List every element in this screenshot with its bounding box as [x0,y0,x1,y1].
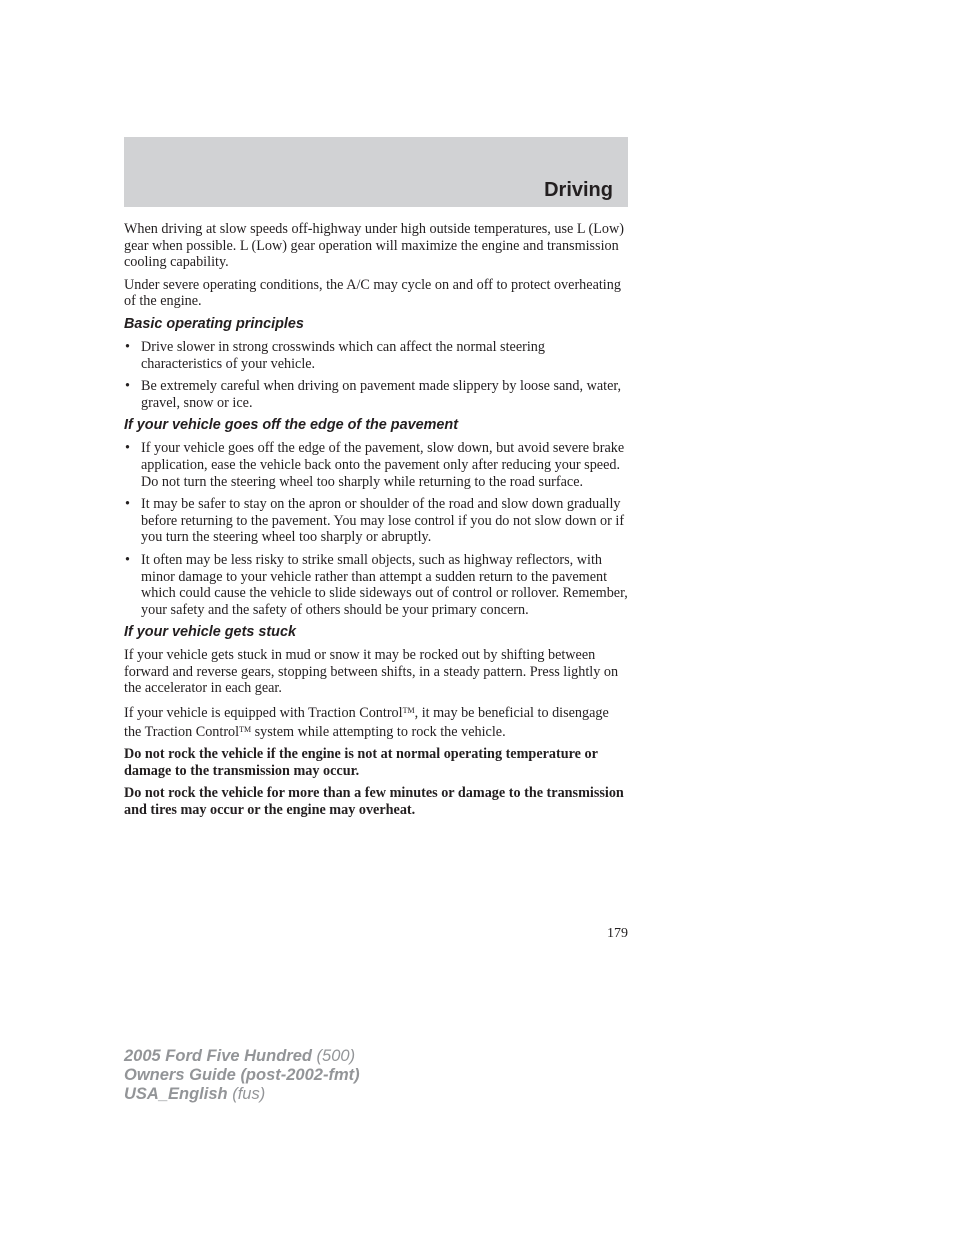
off-pavement-list [124,440,629,618]
section-header-band [124,137,628,207]
bullet-icon: • [125,496,130,513]
heading-basic-operating-principles: Basic operating principles [124,315,304,332]
heading-vehicle-stuck: If your vehicle gets stuck [124,624,296,641]
warning-paragraph-2: Do not rock the vehicle for more than a few minutes or damage to the transmission and tires may occur or the engine may overheat. [124,785,624,819]
bullet-icon: • [125,378,130,395]
footer-line-3: USA_English (fus) [124,1085,266,1103]
trademark-mark: TM [239,724,252,734]
warning-paragraph-1: Do not rock the vehicle if the engine is not at normal operating temperature or damage to the transmission may occur. [124,746,598,779]
stuck-paragraph-2: If your vehicle is equipped with Traction Control™, it may be beneficial to disengage the Traction Control™ system while attempting to rock the vehicle. [124,705,609,740]
section-title: Driving [544,179,613,201]
footer-line-2: Owners Guide (post-2002-fmt) [124,1066,360,1084]
page-number: 179 [607,926,628,941]
intro-paragraph-1: When driving at slow speeds off-highway under high outside temperatures, use L (Low) gear when possible. L (Low) gear operation will maximize the engine and transmission cooling capability. [124,221,624,271]
list-item: • It often may be less risky to strike small objects, such as highway reflectors, with minor damage to your vehicle rather than attempt a sudden return to the pavement which could cause the vehicle to slide sideways out of control or rollover. Remember, your safety and the safety of others should be your primary concern. [125,551,628,618]
bullet-icon: • [125,551,130,568]
heading-off-pavement: If your vehicle goes off the edge of the pavement [124,417,458,434]
document-footer [124,1047,360,1104]
footer-line-1: 2005 Ford Five Hundred (500) [124,1047,356,1065]
list-item: • Be extremely careful when driving on pavement made slippery by loose sand, water, gravel, snow or ice. [125,378,622,411]
stuck-paragraph-1: If your vehicle gets stuck in mud or snow it may be rocked out by shifting between forward and reverse gears, stopping between shifts, in a steady pattern. Press lightly on the accelerator in each gear. [124,647,619,697]
bullet-icon: • [125,440,130,457]
trademark-mark: TM [402,706,415,716]
page-content [124,221,629,825]
bullet-icon: • [125,338,130,355]
list-item: • It may be safer to stay on the apron or shoulder of the road and slow down gradually before returning to the pavement. You may lose control if you do not slow down or if you turn the steering wheel too sharply or abruptly. [125,496,625,546]
intro-paragraph-2: Under severe operating conditions, the A/C may cycle on and off to protect overheating of the engine. [124,276,621,310]
basic-principles-list [124,339,629,411]
list-item: • Drive slower in strong crosswinds which can affect the normal steering characteristics of your vehicle. [125,338,545,372]
list-item: • If your vehicle goes off the edge of the pavement, slow down, but avoid severe brake application, ease the vehicle back onto the pavement only after reducing your speed. Do not turn the steering wheel too sharply while returning to the road surface. [125,440,625,490]
